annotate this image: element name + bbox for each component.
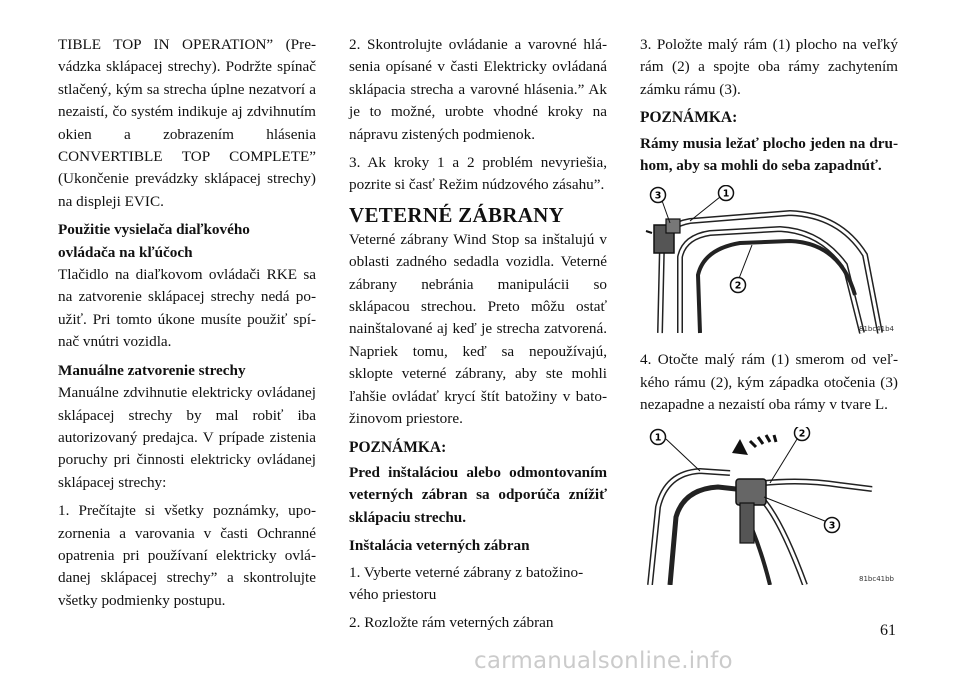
figure-frame-rotation	[640, 427, 898, 585]
callout-3	[651, 188, 666, 203]
install-step-2: 2. Rozložte rám veterných zábran	[349, 614, 554, 632]
svg-text:3: 3	[654, 190, 662, 202]
heading-installation: Inštalácia veterných zábran	[349, 537, 530, 555]
install-step-4: 4. Otočte malý rám (1) smerom od veľkého rámu (2), kým západka otočenia (3) nezapadne a nezaistí oba rámy v tvare L.	[640, 351, 898, 414]
paragraph-operation-continued: TIBLE TOP IN OPERATION” (Prevádzka sklápacej strechy). Podržte spínač stlačený, kým sa strecha úplne nezatvorí a nezaistí, čo systém indikuje aj zdvihnutím okien a zobrazením hlásenia CONVERTIBLE TOP COMPLETE” (Ukončenie prevádzky sklápacej strechy) na displeji EVIC.	[58, 36, 316, 210]
paragraph-remote: Tlačidlo na diaľkovom ovládači RKE sa na zatvorenie sklápacej strechy nedá použiť. Pri tomto úkone musíte použiť spínač vnútri vozidla.	[58, 266, 316, 351]
left-column	[58, 34, 316, 618]
note-label: POZNÁMKA:	[640, 109, 738, 127]
step-1: 1. Prečítajte si všetky poznámky, upozornenia a varovania v časti Ochranné opatrenia pri používaní elektricky ovládanej sklápacej strechy” a skontrolujte všetky podmienky postupu.	[58, 502, 316, 609]
paragraph-manual: Manuálne zdvihnutie elektricky ovládanej sklápacej strechy by mal robiť iba autorizovaný predajca. V prípade zistenia poruchy pri činnosti elektricky ovládanej sklápacej strechy:	[58, 384, 316, 491]
step-2: 2. Skontrolujte ovládanie a varovné hlásenia opísané v časti Elektricky ovládaná sklápacia strecha a varovné hlásenia.” Ak je to možné, urobte vhodné kroky na nápravu zistených podmienok.	[349, 36, 607, 143]
callout-layer	[640, 185, 898, 335]
heading-manual-closing: Manuálne zatvorenie strechy	[58, 361, 246, 379]
paragraph-wind-stop-intro: Veterné zábrany Wind Stop sa inštalujú v oblasti zadného sedadla vozidla. Veterné zábrany nebránia manipulácii so sklápacou strechou. Preto môžu ostať nainštalované aj keď je strecha zatvorená. Napriek tomu, keď sa nepoužívajú, sklopte veterné zábrany, aby ste mohli ľahšie ovládať krycí štít batožiny v batožinovom priestore.	[349, 230, 607, 428]
step-3: 3. Ak kroky 1 a 2 problém nevyriešia, pozrite si časť Režim núdzového zásahu”.	[349, 154, 607, 194]
figure-frame-latch	[640, 185, 898, 335]
section-title-wind-stops: VETERNÉ ZÁBRANY	[349, 202, 565, 227]
callout-1	[651, 429, 666, 444]
callout-2	[731, 278, 746, 293]
right-column	[640, 34, 898, 599]
install-step-1: 1. Vyberte veterné zábrany z batožinového priestoru	[349, 563, 584, 603]
figure-code: 81bc41bb	[859, 574, 894, 583]
callout-layer	[640, 427, 898, 585]
svg-text:2: 2	[734, 280, 742, 292]
note-text: Pred inštaláciou alebo odmontovaním veterných zábran sa odporúča znížiť sklápaciu strechu.	[349, 463, 607, 526]
callout-2	[795, 427, 810, 441]
svg-text:3: 3	[828, 520, 836, 532]
svg-text:1: 1	[654, 432, 662, 444]
svg-text:1: 1	[722, 188, 730, 200]
svg-text:2: 2	[798, 428, 806, 440]
watermark: carmanualsonline.info	[474, 648, 733, 674]
figure-code: 81bc41b4	[858, 325, 894, 334]
note-label: POZNÁMKA:	[349, 438, 447, 456]
note-text: Rámy musia ležať plocho jeden na druhom, aby sa mohli do seba zapadnúť.	[640, 134, 898, 175]
callout-1	[719, 186, 734, 201]
callout-3	[825, 517, 840, 532]
middle-column	[349, 34, 607, 641]
install-step-3: 3. Položte malý rám (1) plocho na veľký rám (2) a spojte oba rámy zachytením zámku rámu (3).	[640, 36, 898, 98]
page-number: 61	[880, 622, 896, 639]
heading-remote-use: Použitie vysielača diaľkového ovládača na kľúčoch	[58, 221, 250, 261]
